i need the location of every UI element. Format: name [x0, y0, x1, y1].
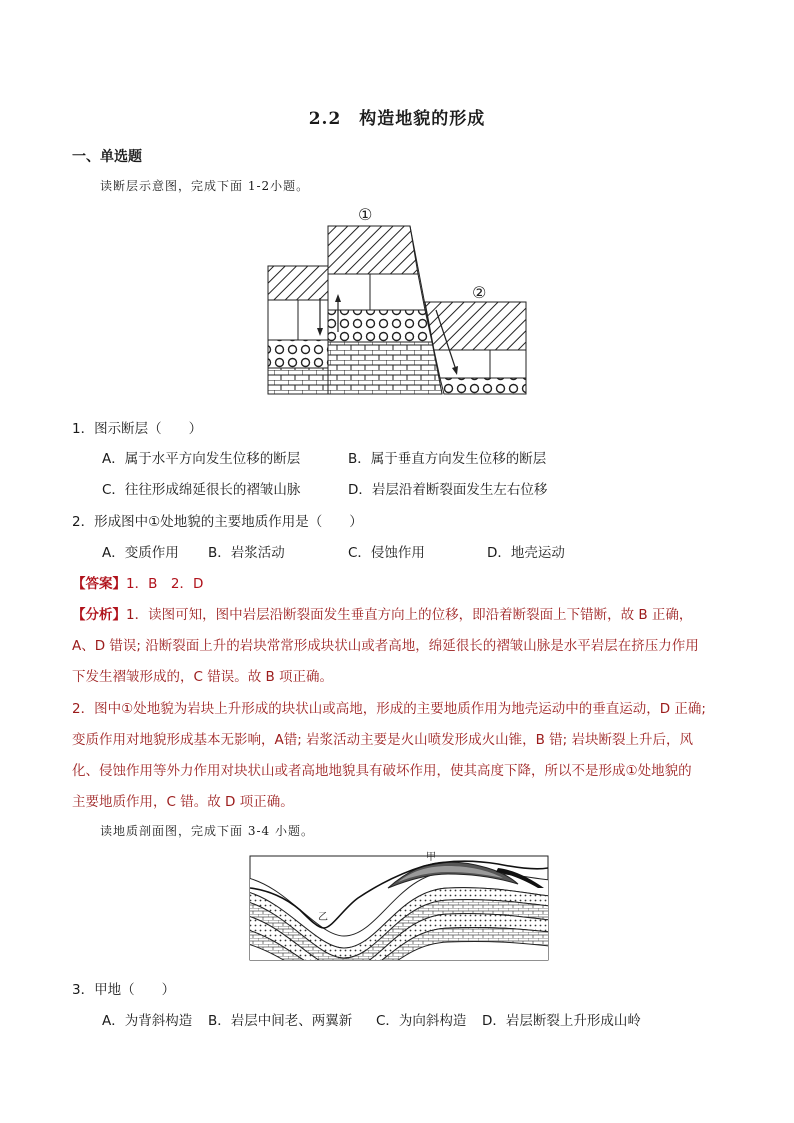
q1-option-c: C．往往形成绵延很长的褶皱山脉 [102, 482, 301, 498]
q2-option-a: A．变质作用 [102, 545, 179, 561]
analysis-text-1: 1．读图可知，图中岩层沿断裂面发生垂直方向上的位移，即沿着断裂面上下错断，故 B 正确， [126, 607, 693, 623]
analysis-line-5: 变质作用对地貌形成基本无影响，A错; 岩浆活动主要是火山喷发形成火山锥，B 错; 岩块断裂上升后，风 [72, 732, 693, 748]
intro-text-1: 读断层示意图，完成下面 1-2小题。 [100, 179, 310, 193]
q1-option-d: D．岩层沿着断裂面发生左右位移 [348, 482, 548, 498]
figure1-label-1: ① [358, 205, 373, 224]
q1-option-b: B．属于垂直方向发生位移的断层 [348, 451, 547, 467]
q3-option-c: C．为向斜构造 [376, 1013, 467, 1029]
q3-option-a: A．为背斜构造 [102, 1013, 193, 1029]
analysis-line-1 [72, 603, 692, 623]
q3-option-d: D．岩层断裂上升形成山岭 [482, 1013, 641, 1029]
intro-text-2: 读地质剖面图，完成下面 3-4 小题。 [100, 824, 314, 838]
fault-diagram [260, 200, 540, 400]
q2-option-d: D．地壳运动 [487, 545, 565, 561]
analysis-line-2: A、D 错误; 沿断裂面上升的岩块常常形成块状山或者高地，绵延很长的褶皱山脉是水平岩层在挤压力作用 [72, 638, 699, 654]
q3-stem: 3．甲地（ ） [72, 982, 176, 998]
figure2-label-jia: 甲 [426, 852, 436, 863]
figure2-label-yi: 乙 [318, 912, 328, 923]
answer-line [72, 572, 203, 592]
page-title: 2.2 构造地貌的形成 [308, 109, 486, 129]
q2-option-b: B．岩浆活动 [208, 545, 285, 561]
geologic-profile-diagram [248, 848, 550, 962]
analysis-line-3: 下发生褶皱形成的，C 错误。故 B 项正确。 [72, 669, 334, 685]
analysis-line-4: 2．图中①处地貌为岩块上升形成的块状山或高地，形成的主要地质作用为地壳运动中的垂直运动，D 正确; [72, 701, 706, 717]
q2-stem: 2．形成图中①处地貌的主要地质作用是（ ） [72, 514, 363, 530]
section-heading: 一、单选题 [72, 149, 142, 165]
analysis-line-7: 主要地质作用，C 错。故 D 项正确。 [72, 794, 294, 810]
q3-option-b: B．岩层中间老、两翼新 [208, 1013, 353, 1029]
answer-tag: 【答案】 [72, 576, 126, 592]
q1-stem: 1．图示断层（ ） [72, 421, 203, 437]
q1-option-a: A．属于水平方向发生位移的断层 [102, 451, 301, 467]
q2-option-c: C．侵蚀作用 [348, 545, 425, 561]
analysis-tag: 【分析】 [72, 607, 126, 623]
analysis-line-6: 化、侵蚀作用等外力作用对块状山或者高地地貌具有破坏作用，使其高度下降，所以不是形成①处地貌的 [72, 763, 692, 779]
answer-text: 1．B 2．D [126, 576, 204, 592]
figure1-label-2: ② [472, 283, 487, 302]
